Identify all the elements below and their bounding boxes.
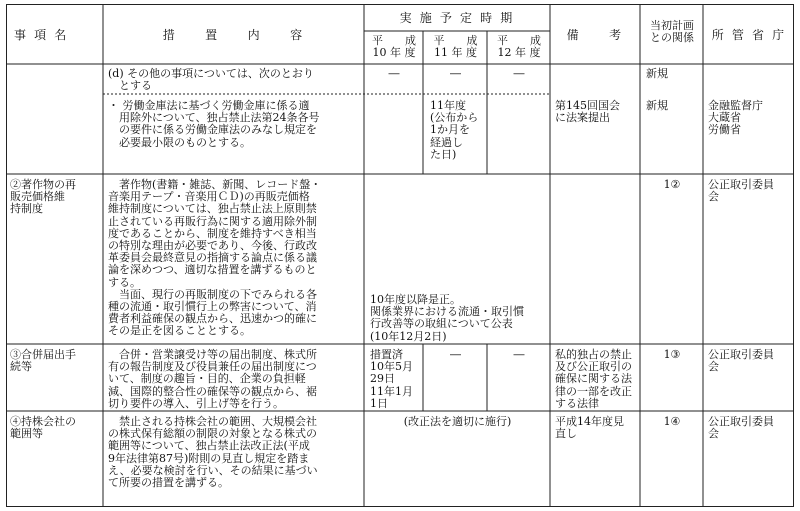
row-holding-company-remarks: 平成14年度見 直し [555, 415, 624, 441]
header-fy12: 平 成 12 年 度 [497, 34, 541, 60]
row-other-matters-fy11: ― [450, 67, 461, 80]
row-resale-price-schedule: 10年度以降是正。 関係業界における流通・取引慣 行改善等の取組について公表 (10年12月2日) [370, 293, 524, 343]
row-merger-filing-item: ③合併届出手 続等 [10, 348, 76, 374]
row-merger-filing-remarks: 私的独占の禁止 及び公正取引の 確保に関する法 律の一部を改正 する法律 [555, 348, 632, 410]
row-labor-bank-fy11: 11年度 (公布から 1か月を 経過し た日) [430, 99, 479, 161]
header-fy10: 平 成 10 年 度 [372, 34, 416, 60]
row-labor-bank-ministry: 金融監督庁 大蔵省 労働省 [708, 99, 763, 137]
row-resale-price-ministry: 公正取引委員 会 [708, 178, 774, 204]
row-other-matters-fy12: ― [513, 67, 525, 80]
header-implementation-schedule: 実 施 予 定 時 期 [399, 11, 515, 25]
row-merger-filing-fy12: ― [513, 348, 525, 361]
row-merger-filing-fy11: ― [450, 348, 461, 361]
row-other-matters-fy10: ― [388, 67, 400, 80]
row-labor-bank-content: ・ 労働金庫法に基づく労働金庫に係る適 用除外について、独占禁止法第24条各号 の要件に係る労働金庫法のみなし規定を 必要最小限のものとする。 [108, 99, 320, 149]
row-labor-bank-remarks: 第145回国会 に法案提出 [555, 99, 620, 125]
header-measure-content: 措 置 内 容 [162, 28, 305, 42]
row-labor-bank-relation: 新規 [646, 99, 668, 112]
row-other-matters-relation: 新規 [646, 67, 668, 80]
regulation-table-page [6, 4, 794, 507]
row-resale-price-relation: 1② [663, 178, 681, 191]
row-holding-company-schedule: (改正法を適切に施行) [403, 415, 512, 428]
header-remarks: 備 考 [566, 28, 624, 42]
row-holding-company-item: ④持株会社の 範囲等 [10, 415, 76, 441]
header-item-name: 事 項 名 [14, 28, 69, 42]
row-holding-company-ministry: 公正取引委員 会 [708, 415, 774, 441]
header-ministry: 所 管 省 庁 [711, 28, 787, 42]
row-holding-company-relation: 1④ [663, 415, 681, 428]
row-merger-filing-ministry: 公正取引委員 会 [708, 348, 774, 374]
row-merger-filing-fy10: 措置済 10年5月 29日 11年1月 1日 [370, 348, 413, 410]
header-fy11: 平 成 11 年 度 [433, 34, 478, 60]
row-other-matters-content: (d) その他の事項については、次のとおり とする [108, 67, 314, 93]
header-relation-to-initial-plan: 当初計画 との関係 [650, 19, 694, 45]
row-resale-price-item: ②著作物の再 販売価格維 持制度 [10, 178, 76, 216]
row-merger-filing-relation: 1③ [663, 348, 681, 361]
row-merger-filing-content: 合併・営業譲受け等の届出制度、株式所 有の報告制度及び役員兼任の届出制度につ いて、制度の趣旨・目的、企業の負担軽 減、国際的整合性の確保等の観点から、裾 切り要件の導入、引上げ等を行う。 [108, 348, 317, 410]
row-resale-price-content: 著作物(書籍・雑誌、新聞、レコード盤・ 音楽用テープ・音楽用ＣＤ)の再販売価格 維持制度については、独占禁止法上原則禁 止されている再販行為に関する適用除外制 度であることから、制度を維持すべき相当 の特別な理由が必要であり、今後、行政改 革委員会最終意見の指摘する論点に係る議 論を深めつつ、適切な措置を講ずるものと する。 当面、現行の再販制度の下でみられる各 種の流通・取引慣行上の弊害について、消 費者利益確保の観点から、迅速かつ的確に その是正を図ることとする。 [108, 178, 322, 338]
row-holding-company-content: 禁止される持株会社の範囲、大規模会社 の株式保有総額の制限の対象となる株式の 範囲等について、独占禁止法改正法(平成 9年法律第87号)附則の見直し規定を踏ま え、必要な検討を行い、その結果に基づい て所要の措置を講ずる。 [108, 415, 318, 490]
